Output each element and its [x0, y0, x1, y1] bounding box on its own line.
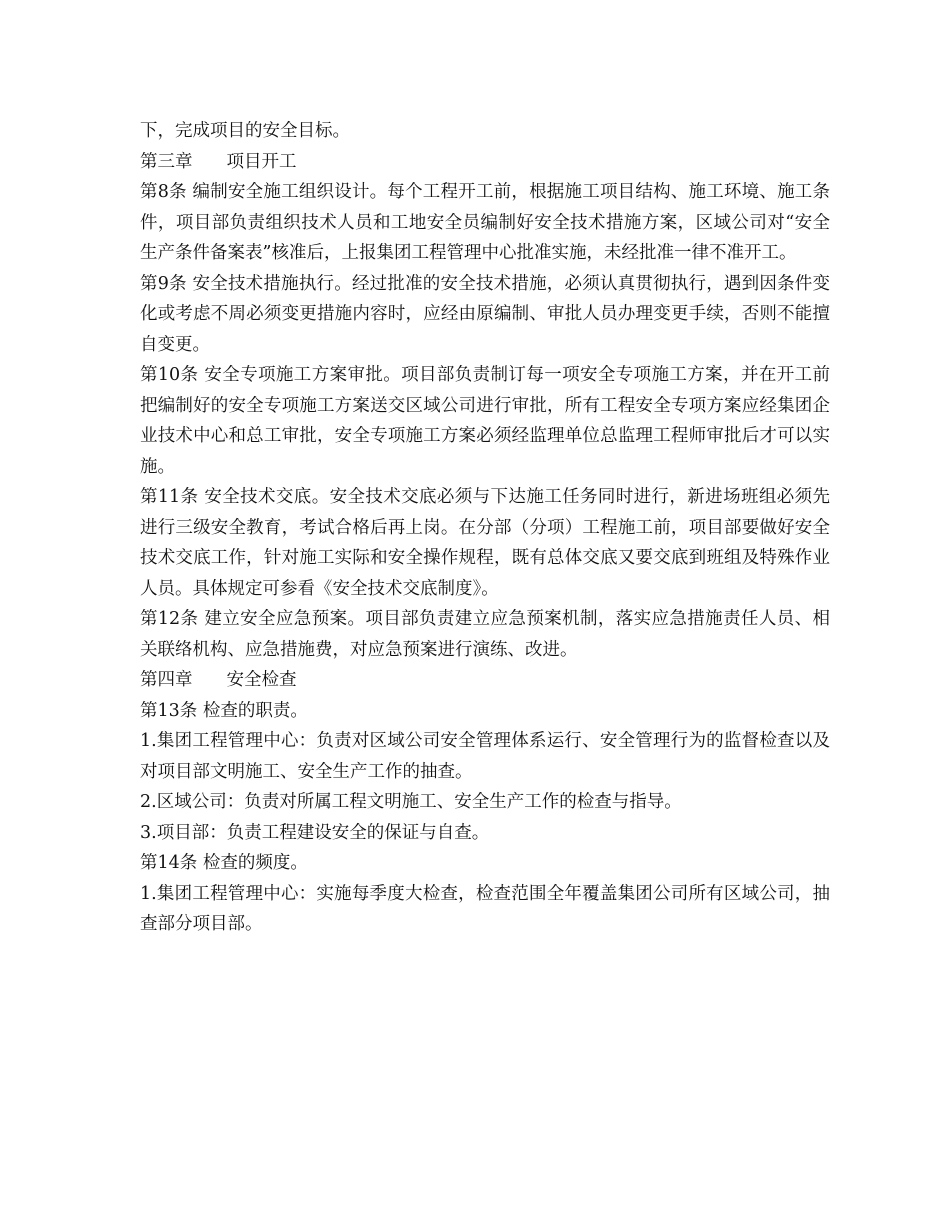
list-item: 1.集团工程管理中心：实施每季度大检查，检查范围全年覆盖集团公司所有区域公司，抽查部分项目部。 — [140, 883, 830, 934]
article-13: 第13条 检查的职责。 — [140, 700, 308, 721]
article-11: 第11条 安全技术交底。安全技术交底必须与下达施工任务同时进行，新进场班组必须先进行三级安全教育，考试合格后再上岗。在分部（分项）工程施工前，项目部要做好安全技术交底工作，针对施工实际和安全操作规程，既有总体交底又要交底到班组及特殊作业人员。具体规定可参看《安全技术交底制度》。 — [140, 487, 830, 599]
chapter-title: 项目开工 — [226, 151, 297, 172]
document-body — [140, 116, 830, 940]
paragraph-continuation: 下，完成项目的安全目标。 — [140, 121, 350, 141]
chapter-heading-3 — [140, 147, 830, 178]
article-9: 第9条 安全技术措施执行。经过批准的安全技术措施，必须认真贯彻执行，遇到因条件变化或考虑不周必须变更措施内容时，应经由原编制、审批人员办理变更手续，否则不能擅自变更。 — [140, 273, 830, 355]
chapter-heading-4 — [140, 665, 830, 696]
chapter-number: 第四章 — [140, 670, 193, 690]
article-10: 第10条 安全专项施工方案审批。项目部负责制订每一项安全专项施工方案，并在开工前把编制好的安全专项施工方案送交区域公司进行审批，所有工程安全专项方案应经集团企业技术中心和总工审批，安全专项施工方案必须经监理单位总监理工程师审批后才可以实施。 — [140, 365, 830, 477]
list-item: 1.集团工程管理中心：负责对区域公司安全管理体系运行、安全管理行为的监督检查以及对项目部文明施工、安全生产工作的抽查。 — [140, 731, 830, 782]
list-item: 3.项目部：负责工程建设安全的保证与自查。 — [140, 822, 490, 843]
article-12: 第12条 建立安全应急预案。项目部负责建立应急预案机制，落实应急措施责任人员、相关联络机构、应急措施费，对应急预案进行演练、改进。 — [140, 609, 830, 660]
chapter-title: 安全检查 — [226, 670, 297, 690]
article-8: 第8条 编制安全施工组织设计。每个工程开工前，根据施工项目结构、施工环境、施工条件，项目部负责组织技术人员和工地安全员编制好安全技术措施方案，区域公司对“安全生产条件备案表”核准后，上报集团工程管理中心批准实施，未经批准一律不准开工。 — [140, 182, 830, 263]
list-item: 2.区域公司：负责对所属工程文明施工、安全生产工作的检查与指导。 — [140, 792, 682, 812]
article-14: 第14条 检查的频度。 — [140, 853, 308, 873]
chapter-number: 第三章 — [140, 151, 193, 172]
